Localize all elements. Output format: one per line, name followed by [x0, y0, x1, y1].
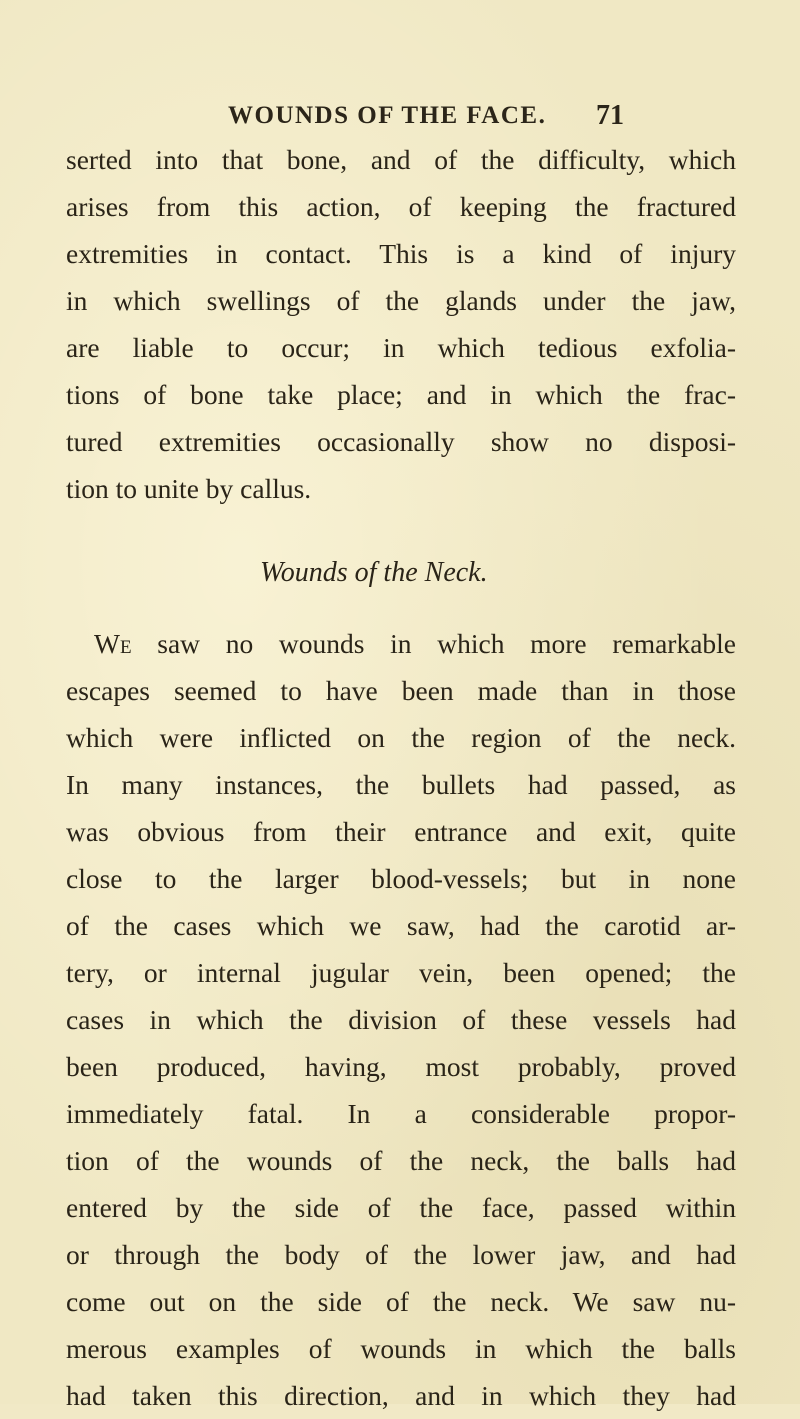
text-line: are liable to occur; in which tedious exfolia-: [66, 332, 736, 363]
text-line: tions of bone take place; and in which the frac-: [66, 379, 736, 410]
drop-word: We: [94, 628, 132, 659]
text-line: or through the body of the lower jaw, and had: [66, 1239, 736, 1270]
paragraph-neck-wounds: [66, 620, 736, 1419]
text-line: tured extremities occasionally show no disposi-: [66, 426, 736, 457]
body-text: [66, 136, 736, 1419]
text-line: in which swellings of the glands under the jaw,: [66, 285, 736, 316]
text-line: was obvious from their entrance and exit, quite: [66, 816, 736, 847]
paragraph-face-fractures: [66, 136, 736, 512]
section-heading: Wounds of the Neck.: [260, 557, 488, 588]
text-line: entered by the side of the face, passed within: [66, 1192, 736, 1223]
text-line: come out on the side of the neck. We saw nu-: [66, 1286, 736, 1317]
text-line: arises from this action, of keeping the fractured: [66, 191, 736, 222]
first-line-rest: saw no wounds in which more remarkable: [157, 628, 737, 659]
text-line: serted into that bone, and of the difficulty, which: [66, 144, 736, 175]
text-line: tery, or internal jugular vein, been opened; the: [66, 957, 736, 988]
text-line: immediately fatal. In a considerable propor-: [66, 1098, 736, 1129]
text-line: tion of the wounds of the neck, the balls had: [66, 1145, 736, 1176]
text-line-first: [66, 620, 736, 667]
text-line: extremities in contact. This is a kind of injury: [66, 238, 736, 269]
text-line: cases in which the division of these vessels had: [66, 1004, 736, 1035]
text-line: which were inflicted on the region of the neck.: [66, 722, 736, 753]
text-line: escapes seemed to have been made than in those: [66, 675, 736, 706]
text-line: of the cases which we saw, had the carotid ar-: [66, 910, 736, 941]
text-line: had taken this direction, and in which they had: [66, 1380, 736, 1411]
text-line: close to the larger blood-vessels; but in none: [66, 863, 736, 894]
text-line: merous examples of wounds in which the balls: [66, 1333, 736, 1364]
text-line: tion to unite by callus.: [66, 473, 312, 504]
running-title: WOUNDS OF THE FACE.: [228, 102, 547, 129]
text-line: been produced, having, most probably, proved: [66, 1051, 736, 1082]
page-number: 71: [596, 100, 624, 131]
text-line: In many instances, the bullets had passed, as: [66, 769, 736, 800]
running-head: [0, 98, 800, 134]
